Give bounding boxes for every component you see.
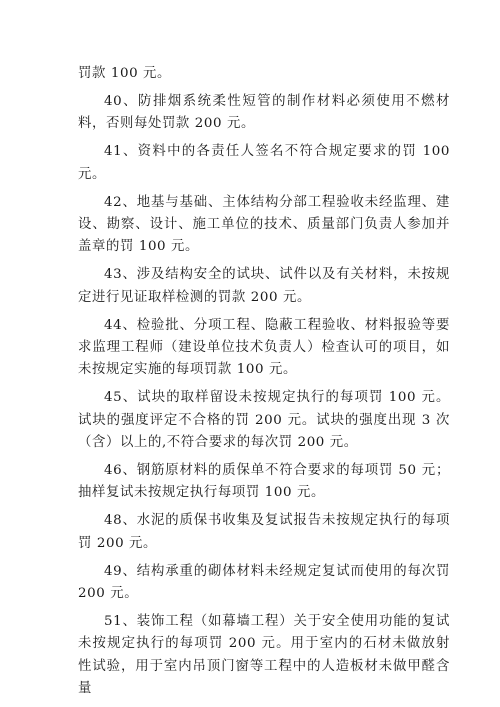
paragraph-item-49: 49、结构承重的砌体材料未经规定复试而使用的每次罚 200 元。 <box>78 563 450 602</box>
paragraph-item-42: 42、地基与基础、主体结构分部工程验收未经监理、建设、勘察、设计、施工单位的技术、质量部门负责人参加并盖章的罚 100 元。 <box>78 194 450 255</box>
paragraph-item-46: 46、钢筋原材料的质保单不符合要求的每项罚 50 元；抽样复试未按规定执行每项罚 100 元。 <box>78 463 450 501</box>
paragraph-item-51: 51、装饰工程（如幕墙工程）关于安全使用功能的复试未按规定执行的每项罚 200 元。用于室内的石材未做放射性试验，用于室内吊顶门窗等工程中的人造板材未做甲醛含量 <box>78 613 450 697</box>
paragraph-item-45: 45、试块的取样留设未按规定执行的每项罚 100 元。试块的强度评定不合格的罚 200 元。试块的强度出现 3 次（含）以上的,不符合要求的每次罚 200 元。 <box>78 390 450 451</box>
paragraph-item-43: 43、涉及结构安全的试块、试件以及有关材料，未按规定进行见证取样检测的罚款 200 元。 <box>78 267 450 305</box>
document-body <box>78 63 450 701</box>
paragraph-item-48: 48、水泥的质保书收集及复试报告未按规定执行的每项罚 200 元。 <box>78 513 450 551</box>
paragraph-item-40: 40、防排烟系统柔性短管的制作材料必须使用不燃材料，否则每处罚款 200 元。 <box>78 93 450 132</box>
paragraph-fine-continuation: 罚款 100 元。 <box>78 66 172 81</box>
paragraph-item-41: 41、资料中的各责任人签名不符合规定要求的罚 100 元。 <box>78 144 450 182</box>
paragraph-item-44: 44、检验批、分项工程、隐蔽工程验收、材料报验等要求监理工程师（建设单位技术负责人）检查认可的项目，如未按规定实施的每项罚款 100 元。 <box>78 317 450 378</box>
